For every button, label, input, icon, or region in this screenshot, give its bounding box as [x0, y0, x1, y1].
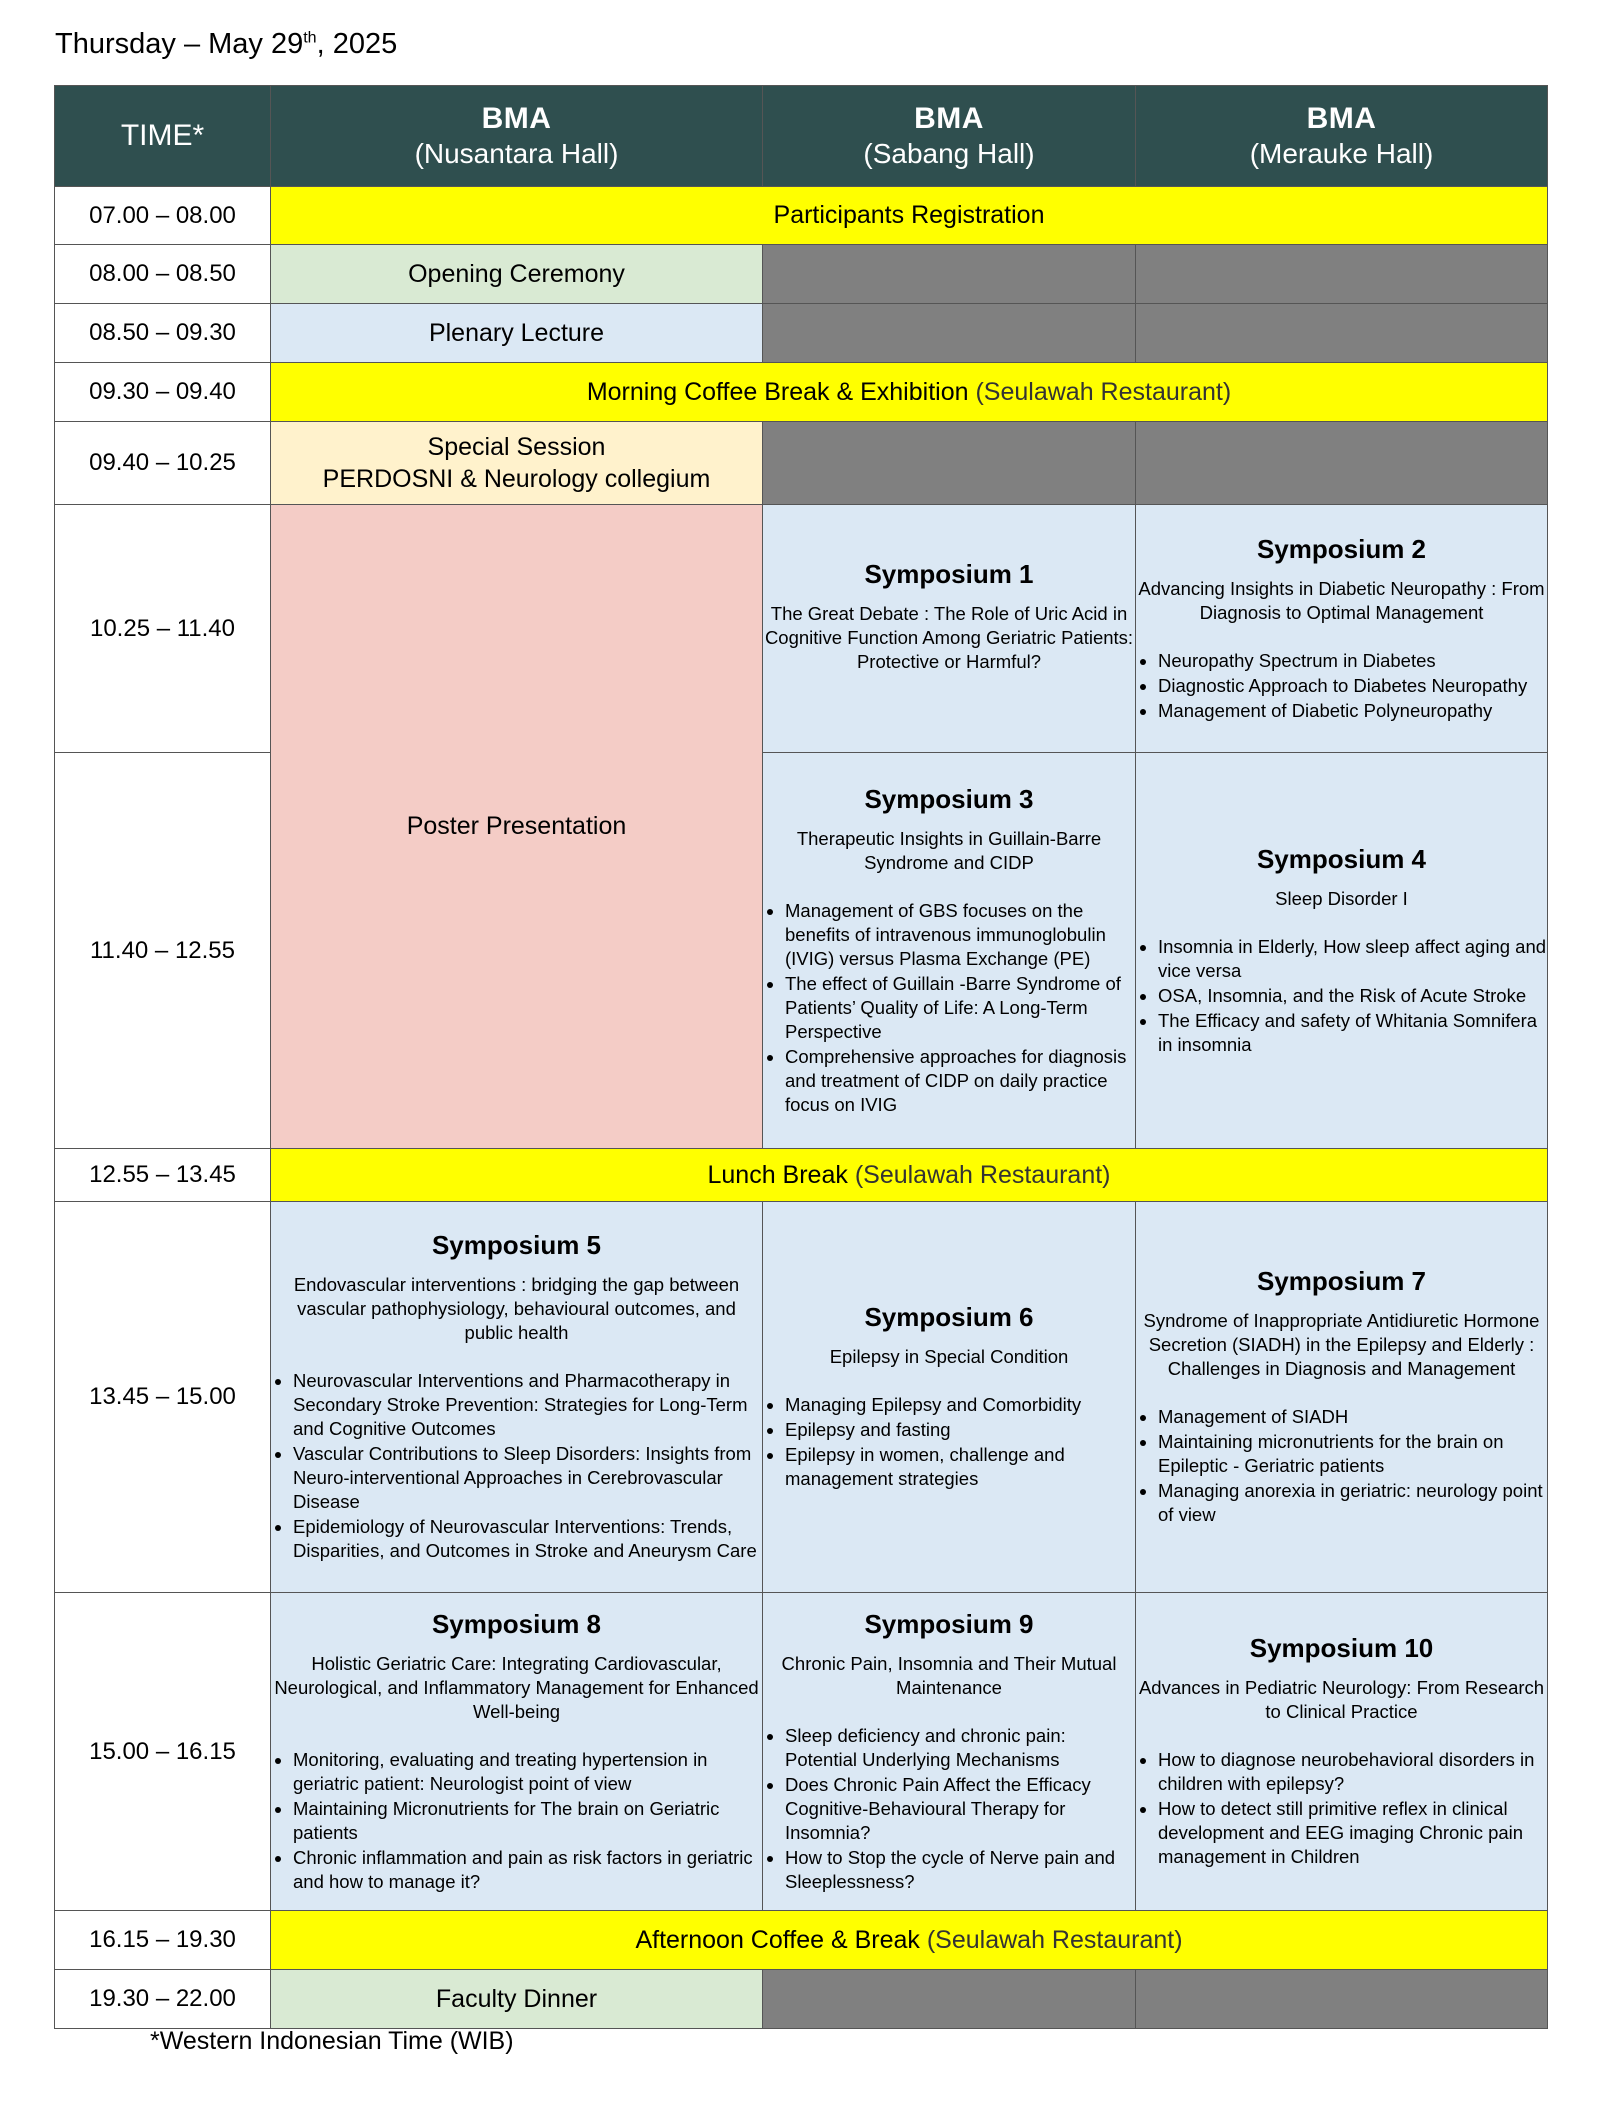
symposium-topic: Holistic Geriatric Care: Integrating Cardiovascular, Neurological, and Inflammatory Management for Enhanced Well-being [274, 1652, 759, 1722]
table-row [55, 1149, 1548, 1202]
hall-header-merauke: BMA (Merauke Hall) [1136, 86, 1548, 187]
table-row [55, 1970, 1548, 2029]
symposium-topic: Sleep Disorder I [1275, 887, 1408, 909]
event-label: Morning Coffee Break & Exhibition [586, 377, 969, 406]
event-label: Lunch Break [707, 1160, 848, 1189]
symposium-topic: The Great Debate : The Role of Uric Acid in Cognitive Function Among Geriatric Patients: Protective or Harmful? [764, 603, 1134, 672]
time-cell: 16.15 – 19.30 [55, 1911, 271, 1970]
empty-cell [763, 1970, 1136, 2029]
list-item: • Chronic inflammation and pain as risk factors in geriatric and how to manage it? [293, 1846, 762, 1894]
list-item: • Insomnia in Elderly, How sleep affect aging and vice versa [1158, 935, 1547, 983]
list-item: • How to diagnose neurobehavioral disorders in children with epilepsy? [1158, 1748, 1547, 1796]
event-label: Afternoon Coffee & Break [635, 1925, 920, 1954]
faculty-dinner-cell: Faculty Dinner [271, 1970, 763, 2029]
lunch-break-cell [271, 1149, 1548, 1202]
registration-cell: Participants Registration [271, 187, 1548, 245]
list-item: • The Efficacy and safety of Whitania Somnifera in insomnia [1158, 1009, 1547, 1057]
symposium-title: Symposium 10 [1249, 1633, 1434, 1663]
symposium-topic: Chronic Pain, Insomnia and Their Mutual Maintenance [781, 1652, 1117, 1698]
poster-presentation-cell: Poster Presentation [271, 505, 763, 1149]
time-cell: 08.50 – 09.30 [55, 304, 271, 363]
list-item: • Monitoring, evaluating and treating hypertension in geriatric patient: Neurologist point of view [293, 1748, 762, 1796]
list-item: • Management of SIADH [1158, 1405, 1547, 1429]
list-item: • Comprehensive approaches for diagnosis and treatment of CIDP on daily practice focus on IVIG [785, 1045, 1135, 1117]
symposium-1-cell [763, 505, 1136, 753]
time-cell: 10.25 – 11.40 [55, 505, 271, 753]
plenary-lecture-cell: Plenary Lecture [271, 304, 763, 363]
symposium-topic: Advances in Pediatric Neurology: From Research to Clinical Practice [1138, 1677, 1545, 1722]
table-row [55, 363, 1548, 422]
topic-list [763, 1393, 1135, 1491]
symposium-topic: Advancing Insights in Diabetic Neuropathy : From Diagnosis to Optimal Management [1138, 577, 1545, 623]
list-item: • OSA, Insomnia, and the Risk of Acute Stroke [1158, 984, 1547, 1008]
symposium-5-cell [271, 1202, 763, 1593]
time-cell: 09.30 – 09.40 [55, 363, 271, 422]
symposium-topic: Endovascular interventions : bridging the gap between vascular pathophysiology, behavioural outcomes, and public health [293, 1274, 740, 1343]
list-item: • Sleep deficiency and chronic pain: Potential Underlying Mechanisms [785, 1724, 1135, 1772]
symposium-6-cell [763, 1202, 1136, 1593]
symposium-title: Symposium 2 [1256, 533, 1427, 564]
symposium-title: Symposium 8 [431, 1608, 602, 1639]
schedule-table [54, 85, 1548, 2029]
list-item: • Epidemiology of Neurovascular Interventions: Trends, Disparities, and Outcomes in Stroke and Aneurysm Care [293, 1515, 762, 1563]
page-title: Thursday – May 29th, 2025 [55, 28, 398, 60]
topic-list [1136, 1405, 1547, 1527]
topic-list [271, 1748, 762, 1894]
symposium-10-cell [1136, 1593, 1548, 1911]
topic-list [271, 1369, 762, 1563]
list-item: • Managing anorexia in geriatric: neurology point of view [1158, 1479, 1547, 1527]
table-row [55, 187, 1548, 245]
symposium-8-cell [271, 1593, 763, 1911]
empty-cell [1136, 1970, 1548, 2029]
time-cell: 13.45 – 15.00 [55, 1202, 271, 1593]
event-location: (Seulawah Restaurant) [926, 1925, 1183, 1954]
list-item: • Epilepsy in women, challenge and management strategies [785, 1443, 1135, 1491]
table-row [55, 1202, 1548, 1593]
empty-cell [763, 245, 1136, 304]
session-subtitle: PERDOSNI & Neurology collegium [322, 465, 711, 493]
symposium-title: Symposium 9 [864, 1608, 1034, 1639]
time-header: TIME* [55, 86, 271, 187]
topic-list [1136, 1748, 1547, 1869]
opening-ceremony-cell: Opening Ceremony [271, 245, 763, 304]
time-cell: 15.00 – 16.15 [55, 1593, 271, 1911]
symposium-7-cell [1136, 1202, 1548, 1593]
time-cell: 08.00 – 08.50 [55, 245, 271, 304]
symposium-topic: Syndrome of Inappropriate Antidiuretic Hormone Secretion (SIADH) in the Epilepsy and Elderly : Challenges in Diagnosis and Management [1143, 1310, 1540, 1379]
coffee-break-cell [271, 363, 1548, 422]
list-item: • How to detect still primitive reflex in clinical development and EEG imaging Chronic pain management in Children [1158, 1797, 1547, 1869]
time-cell: 11.40 – 12.55 [55, 753, 271, 1149]
list-item: • Maintaining Micronutrients for The brain on Geriatric patients [293, 1797, 762, 1845]
list-item: • Neuropathy Spectrum in Diabetes [1158, 649, 1547, 673]
symposium-title: Symposium 4 [1256, 843, 1427, 874]
special-session-cell [271, 422, 763, 505]
topic-list [763, 899, 1135, 1117]
list-item: • How to Stop the cycle of Nerve pain and Sleeplessness? [785, 1846, 1135, 1894]
symposium-title: Symposium 3 [864, 783, 1034, 814]
list-item: • Diagnostic Approach to Diabetes Neuropathy [1158, 674, 1547, 698]
empty-cell [1136, 304, 1548, 363]
symposium-3-cell [763, 753, 1136, 1149]
empty-cell [763, 422, 1136, 505]
time-cell: 12.55 – 13.45 [55, 1149, 271, 1202]
table-row [55, 1911, 1548, 1970]
empty-cell [1136, 245, 1548, 304]
list-item: • Management of GBS focuses on the benefits of intravenous immunoglobulin (IVIG) versus Plasma Exchange (PE) [785, 899, 1135, 971]
timezone-footnote: *Western Indonesian Time (WIB) [150, 2027, 514, 2055]
afternoon-break-cell [271, 1911, 1548, 1970]
session-title: Special Session [427, 433, 606, 461]
list-item: • Does Chronic Pain Affect the Efficacy Cognitive-Behavioural Therapy for Insomnia? [785, 1773, 1135, 1845]
time-cell: 07.00 – 08.00 [55, 187, 271, 245]
list-item: • Managing Epilepsy and Comorbidity [785, 1393, 1135, 1417]
list-item: • Vascular Contributions to Sleep Disorders: Insights from Neuro-interventional Approaches in Cerebrovascular Disease [293, 1442, 762, 1514]
topic-list [1136, 935, 1547, 1057]
table-row [55, 505, 1548, 753]
header-row [55, 86, 1548, 187]
time-cell: 19.30 – 22.00 [55, 1970, 271, 2029]
list-item: • Management of Diabetic Polyneuropathy [1158, 699, 1547, 723]
table-row [55, 1593, 1548, 1911]
list-item: • Epilepsy and fasting [785, 1418, 1135, 1442]
symposium-title: Symposium 5 [431, 1230, 602, 1260]
list-item: • Maintaining micronutrients for the brain on Epileptic - Geriatric patients [1158, 1430, 1547, 1478]
symposium-title: Symposium 6 [864, 1302, 1034, 1332]
hall-header-nusantara: BMA (Nusantara Hall) [271, 86, 763, 187]
table-row [55, 245, 1548, 304]
topic-list [763, 1724, 1135, 1894]
list-item: • Neurovascular Interventions and Pharmacotherapy in Secondary Stroke Prevention: Strategies for Long-Term and Cognitive Outcomes [293, 1369, 762, 1441]
table-row [55, 422, 1548, 505]
event-location: (Seulawah Restaurant) [854, 1160, 1111, 1189]
event-location: (Seulawah Restaurant) [975, 377, 1232, 406]
time-cell: 09.40 – 10.25 [55, 422, 271, 505]
hall-header-sabang: BMA (Sabang Hall) [763, 86, 1136, 187]
symposium-topic: Epilepsy in Special Condition [829, 1346, 1069, 1367]
symposium-title: Symposium 7 [1256, 1266, 1427, 1296]
symposium-title: Symposium 1 [864, 559, 1034, 589]
table-row [55, 304, 1548, 363]
symposium-9-cell [763, 1593, 1136, 1911]
empty-cell [763, 304, 1136, 363]
empty-cell [1136, 422, 1548, 505]
list-item: • The effect of Guillain -Barre Syndrome of Patients’ Quality of Life: A Long-Term Perspective [785, 972, 1135, 1044]
symposium-topic: Therapeutic Insights in Guillain-Barre Syndrome and CIDP [796, 827, 1102, 873]
symposium-2-cell [1136, 505, 1548, 753]
topic-list [1136, 649, 1547, 723]
symposium-4-cell [1136, 753, 1548, 1149]
